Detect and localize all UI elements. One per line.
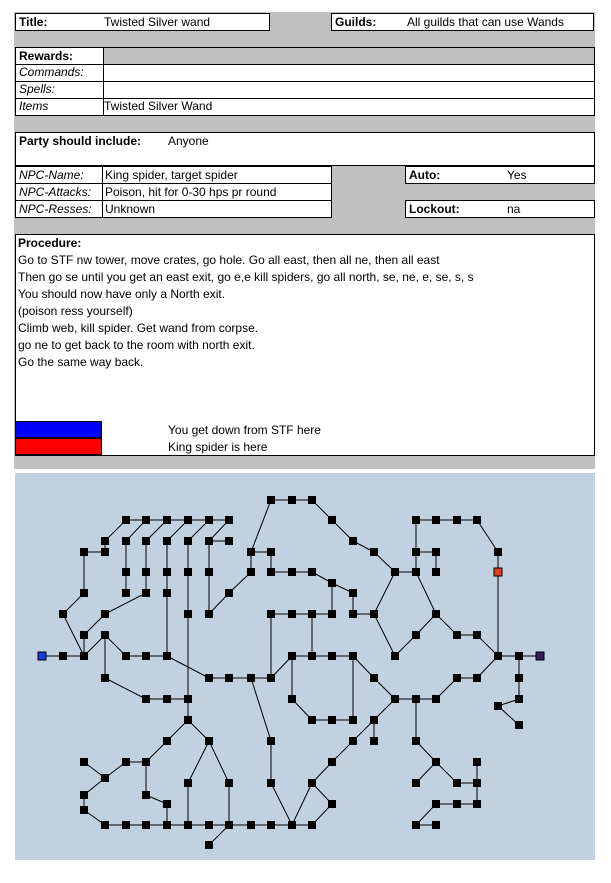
map-room xyxy=(288,652,296,660)
map-room xyxy=(142,821,150,829)
map-room xyxy=(267,779,275,787)
map-room xyxy=(432,568,440,576)
map-room xyxy=(122,516,130,524)
map-room xyxy=(122,537,130,545)
rewards-section xyxy=(15,47,595,116)
map-room xyxy=(267,674,275,682)
title-label: Title: xyxy=(19,15,48,29)
map-room xyxy=(432,821,440,829)
rewards-commands-label: Commands: xyxy=(19,65,84,79)
map-room xyxy=(288,496,296,504)
map-room xyxy=(453,516,461,524)
rewards-items-label: Items xyxy=(19,99,49,113)
map-room xyxy=(515,695,523,703)
map-room xyxy=(205,610,213,618)
map-room-king-spider xyxy=(494,568,502,576)
map-room xyxy=(184,821,192,829)
map-room xyxy=(142,589,150,597)
map-room xyxy=(432,800,440,808)
lockout-label: Lockout: xyxy=(409,202,460,216)
map-path xyxy=(374,614,395,656)
auto-value: Yes xyxy=(507,168,527,182)
procedure-line: go ne to get back to the room with north exit. xyxy=(18,338,255,352)
map-room xyxy=(288,821,296,829)
map-room xyxy=(453,674,461,682)
map-path xyxy=(292,783,312,825)
map-room xyxy=(412,695,420,703)
auto-cell xyxy=(405,166,595,184)
map-room xyxy=(59,610,67,618)
map-room xyxy=(184,568,192,576)
map-path xyxy=(251,678,271,741)
map-room xyxy=(142,568,150,576)
map-room xyxy=(163,695,171,703)
legend-red-text: King spider is here xyxy=(168,440,268,454)
map-path xyxy=(105,678,146,699)
map-room xyxy=(163,568,171,576)
map-room xyxy=(349,652,357,660)
map-room xyxy=(412,737,420,745)
map-room xyxy=(80,806,88,814)
map-room xyxy=(453,631,461,639)
map-room xyxy=(453,800,461,808)
map-room xyxy=(308,568,316,576)
map-room xyxy=(349,589,357,597)
map-room xyxy=(225,674,233,682)
map-room xyxy=(142,791,150,799)
rewards-items-value: Twisted Silver Wand xyxy=(104,99,213,113)
map-room xyxy=(473,674,481,682)
rewards-line-2 xyxy=(16,81,595,82)
map-room xyxy=(370,716,378,724)
map-room xyxy=(184,779,192,787)
map-room xyxy=(349,716,357,724)
map-room xyxy=(59,652,67,660)
map-room xyxy=(184,695,192,703)
map-room xyxy=(247,674,255,682)
map-room xyxy=(515,652,523,660)
map-room xyxy=(267,737,275,745)
map-room xyxy=(370,610,378,618)
map-room xyxy=(101,821,109,829)
map-room xyxy=(247,568,255,576)
map-room-east-exit xyxy=(536,652,544,660)
map-room xyxy=(494,652,502,660)
map-room xyxy=(247,548,255,556)
map-room xyxy=(80,589,88,597)
map-room xyxy=(328,758,336,766)
map-room xyxy=(205,537,213,545)
map-room xyxy=(142,652,150,660)
map-room xyxy=(308,610,316,618)
map-room xyxy=(225,516,233,524)
map-room xyxy=(163,821,171,829)
party-label: Party should include: xyxy=(19,134,142,148)
map-room xyxy=(349,737,357,745)
map-path xyxy=(416,572,436,614)
map-room xyxy=(328,516,336,524)
map-room xyxy=(473,779,481,787)
map-room xyxy=(308,821,316,829)
rewards-gray-top xyxy=(104,48,595,64)
map-room xyxy=(122,589,130,597)
map-room xyxy=(288,610,296,618)
map-room xyxy=(184,537,192,545)
map-room xyxy=(80,758,88,766)
map-room xyxy=(122,652,130,660)
map-room xyxy=(515,721,523,729)
map-room xyxy=(412,548,420,556)
map-room xyxy=(205,737,213,745)
map-room xyxy=(391,652,399,660)
map-room xyxy=(163,652,171,660)
map-room xyxy=(205,674,213,682)
npc-attacks-value: Poison, hit for 0-30 hps pr round xyxy=(105,185,277,199)
lockout-cell xyxy=(405,200,595,218)
map-room xyxy=(205,568,213,576)
map-room xyxy=(142,758,150,766)
map-room xyxy=(308,496,316,504)
map-room xyxy=(101,537,109,545)
npc-name-value: King spider, target spider xyxy=(105,168,238,182)
title-cell xyxy=(15,13,270,31)
map-room xyxy=(267,821,275,829)
map-room xyxy=(328,800,336,808)
map-room xyxy=(391,568,399,576)
map-room xyxy=(473,758,481,766)
map-room xyxy=(473,631,481,639)
map-room xyxy=(142,537,150,545)
map-room xyxy=(432,516,440,524)
rewards-line-3 xyxy=(16,98,595,99)
guilds-cell xyxy=(331,13,594,31)
map-path xyxy=(188,741,209,783)
map-room xyxy=(267,548,275,556)
guilds-value: All guilds that can use Wands xyxy=(407,15,564,29)
npc-line-2 xyxy=(16,200,332,201)
guilds-label: Guilds: xyxy=(335,15,377,29)
map-room xyxy=(184,716,192,724)
map-room xyxy=(205,516,213,524)
map-room xyxy=(122,758,130,766)
map-room xyxy=(247,821,255,829)
map-room xyxy=(225,779,233,787)
map-room xyxy=(328,579,336,587)
npc-line-1 xyxy=(16,183,332,184)
map-room xyxy=(308,779,316,787)
map-room xyxy=(267,496,275,504)
map-room xyxy=(184,516,192,524)
title-value: Twisted Silver wand xyxy=(104,15,211,29)
procedure-line: Go to STF nw tower, move crates, go hole. Go all east, then all ne, then all east xyxy=(18,253,440,267)
map-room xyxy=(370,548,378,556)
party-value: Anyone xyxy=(168,134,209,148)
npc-resses-label: NPC-Resses: xyxy=(19,202,92,216)
map-room xyxy=(412,631,420,639)
legend-blue-swatch xyxy=(15,421,102,438)
map-room xyxy=(494,548,502,556)
map-room xyxy=(142,516,150,524)
map-room xyxy=(205,841,213,849)
map-room xyxy=(142,695,150,703)
lockout-value: na xyxy=(507,202,521,216)
map-room xyxy=(184,610,192,618)
auto-label: Auto: xyxy=(409,168,441,182)
map-room xyxy=(267,610,275,618)
map-room xyxy=(80,791,88,799)
map-room xyxy=(288,568,296,576)
map-room xyxy=(163,589,171,597)
npc-attacks-label: NPC-Attacks: xyxy=(19,185,92,199)
map-room xyxy=(453,779,461,787)
map-room xyxy=(308,716,316,724)
map-room xyxy=(80,652,88,660)
map-room xyxy=(370,674,378,682)
map-room xyxy=(122,821,130,829)
map-room xyxy=(101,548,109,556)
map-room xyxy=(412,516,420,524)
map-room xyxy=(515,674,523,682)
procedure-line: (poison ress yourself) xyxy=(18,304,133,318)
map-room xyxy=(412,821,420,829)
npc-resses-value: Unknown xyxy=(105,202,156,216)
legend-blue-text: You get down from STF here xyxy=(168,423,321,437)
map-room xyxy=(225,821,233,829)
map-path xyxy=(251,500,271,552)
map-room xyxy=(473,516,481,524)
map-room-start xyxy=(38,652,46,660)
map-room xyxy=(163,537,171,545)
map-room xyxy=(163,516,171,524)
npc-divider-v xyxy=(102,167,103,218)
map-room xyxy=(101,631,109,639)
map-room xyxy=(205,821,213,829)
map-room xyxy=(432,695,440,703)
party-spacer xyxy=(15,149,595,166)
rewards-spells-label: Spells: xyxy=(19,82,56,96)
map-room xyxy=(349,537,357,545)
procedure-header: Procedure: xyxy=(18,236,82,250)
procedure-line: Then go se until you get an east exit, go e,e kill spiders, go all north, se, ne, e, se, s, s xyxy=(18,270,474,284)
map-room xyxy=(494,702,502,710)
map-room xyxy=(163,800,171,808)
map-graph xyxy=(15,473,595,860)
map-room xyxy=(308,652,316,660)
map-room xyxy=(412,568,420,576)
map-room xyxy=(328,652,336,660)
npc-name-label: NPC-Name: xyxy=(19,168,84,182)
map-room xyxy=(225,589,233,597)
map-room xyxy=(328,610,336,618)
map-room xyxy=(432,610,440,618)
map-path xyxy=(477,520,498,552)
legend-red-swatch xyxy=(15,438,102,455)
map-room xyxy=(80,631,88,639)
rewards-header: Rewards: xyxy=(19,49,74,63)
party-cell xyxy=(15,132,595,150)
map-room xyxy=(391,695,399,703)
map-path xyxy=(374,572,395,614)
map-room xyxy=(473,800,481,808)
map-room xyxy=(80,548,88,556)
map-room xyxy=(349,610,357,618)
procedure-line: Climb web, kill spider. Get wand from corpse. xyxy=(18,321,259,335)
map-room xyxy=(122,568,130,576)
procedure-line: Go the same way back. xyxy=(18,355,144,369)
map-room xyxy=(101,610,109,618)
map-room xyxy=(412,779,420,787)
npc-table xyxy=(15,166,332,218)
map-room xyxy=(432,758,440,766)
map-room xyxy=(370,737,378,745)
map-room xyxy=(225,537,233,545)
map-room xyxy=(101,674,109,682)
map-path xyxy=(271,783,292,825)
map-room xyxy=(328,716,336,724)
map-room xyxy=(288,695,296,703)
map-room xyxy=(163,737,171,745)
procedure-line: You should now have only a North exit. xyxy=(18,287,226,301)
map-path xyxy=(209,741,229,783)
rewards-line-1 xyxy=(16,64,595,65)
map-room xyxy=(101,774,109,782)
map-room xyxy=(432,548,440,556)
area-map xyxy=(15,473,595,860)
map-room xyxy=(267,568,275,576)
